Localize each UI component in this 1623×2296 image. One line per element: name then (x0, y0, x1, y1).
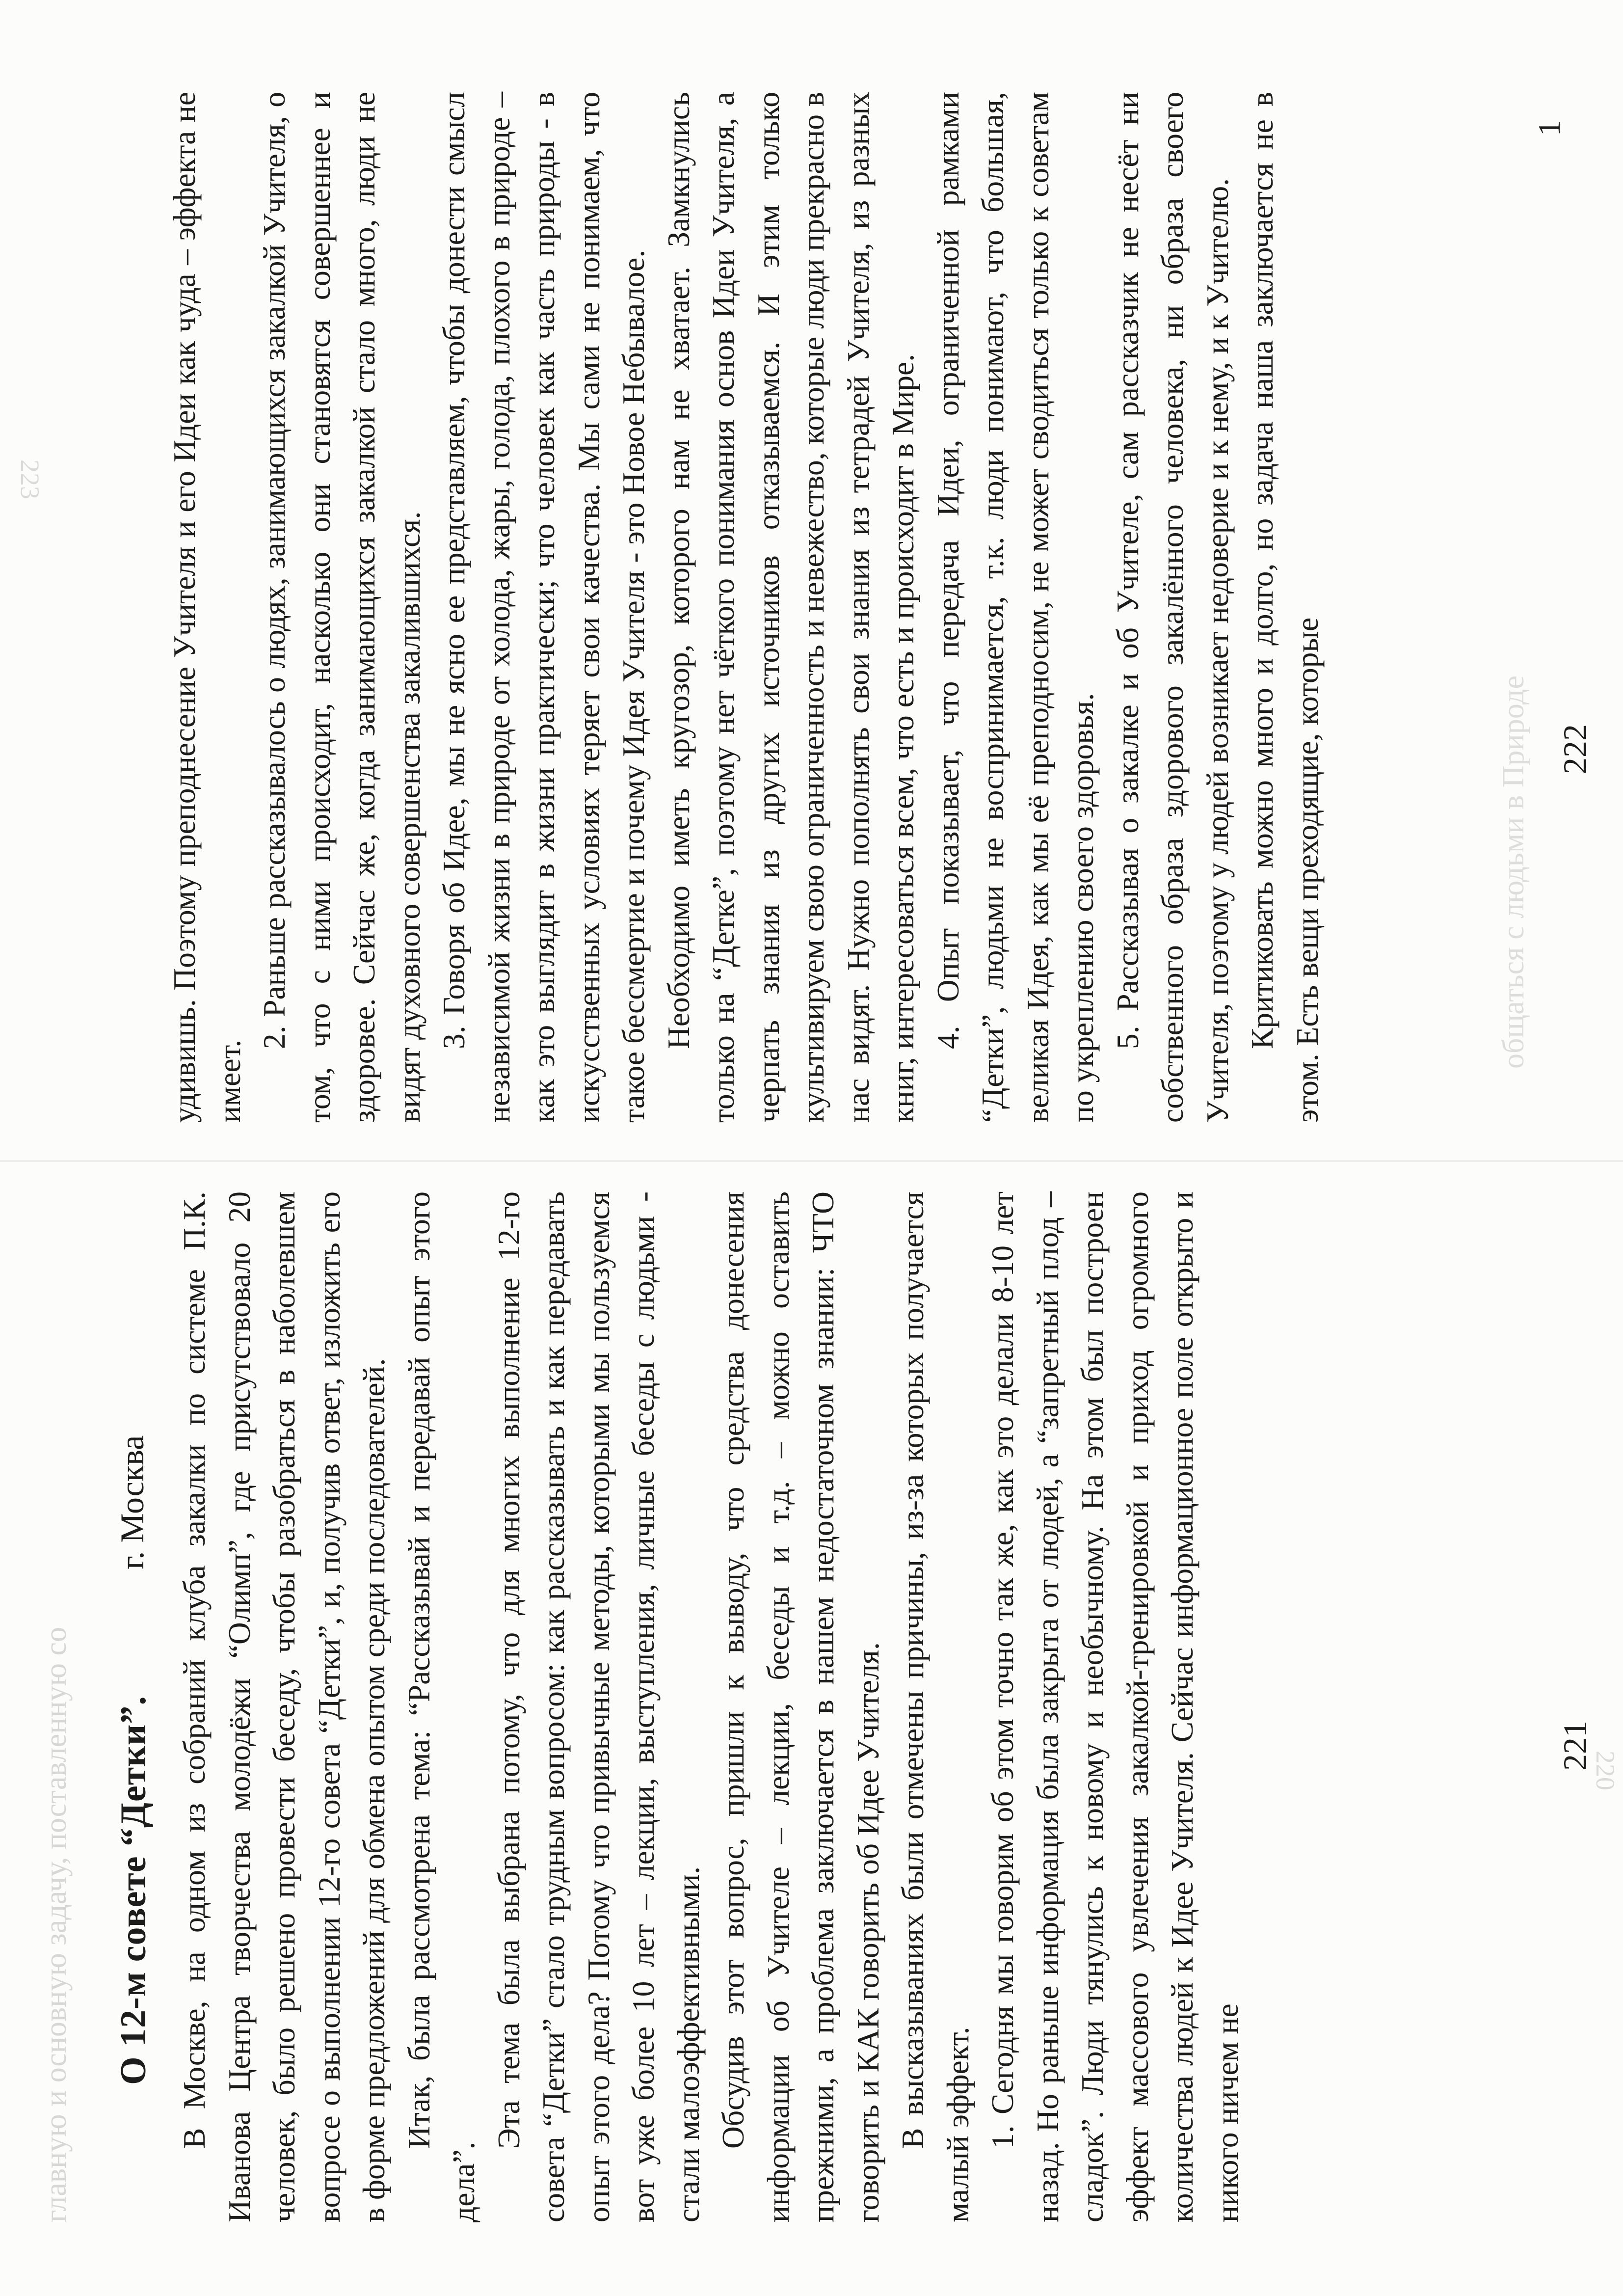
show-through-text: общаться с людьми в Природе (1497, 675, 1530, 1069)
paragraph: 2. Раньше рассказывалось о людях, занимающихся закалкой Учителя, о том, что с ними происходит, насколько они становятся совершеннее и здоровее. Сейчас же, когда занимающихся закалкой стало много, люди не видят духовного совершенства закалившихся. (257, 92, 426, 1123)
corner-mark: 1 (1532, 120, 1567, 136)
show-through-page-number: 223 (15, 459, 45, 499)
paragraph: В Москве, на одном из собраний клуба закалки по системе П.К. Иванова Центра творчества молодёжи “Олимп”, где присутствовало 20 человек, было решено провести беседу, чтобы разобраться в наболевшем вопросе о выполнении 12-го совета “Детки”, и, получив ответ, изложить его в форме предложений для обмена опытом среди последователей. (177, 1191, 391, 2222)
page-number-left: 221 (1556, 1721, 1594, 1771)
right-page-body (162, 92, 1330, 1123)
document-place: г. Москва (113, 1435, 151, 1569)
page-number-right: 222 (1556, 724, 1594, 774)
paragraph: Необходимо иметь кругозор, которого нам не хватает. Замкнулись только на “Детке”, поэтому нет чёткого понимания основ Идеи Учителя, а черпать знания из других источников отказываемся. И этим только культивируем свою ограниченность и невежество, которые люди прекрасно в нас видят. Нужно пополнять свои знания из тетрадей Учителя, из разных книг, интересоваться всем, что есть и происходит в Мире. (661, 92, 920, 1123)
paragraph: Обсудив этот вопрос, пришли к выводу, что средства донесения информации об Учителе – лекции, беседы и т.д. – можно оставить прежними, а проблема заключается в нашем недостаточном знании: ЧТО говорить и КАК говорить об Идее Учителя. (716, 1191, 885, 2222)
paragraph: Итак, была рассмотрена тема: “Рассказывай и передавай опыт этого дела”. (401, 1191, 481, 2222)
document-title: О 12-м совете “Детки”. (113, 1696, 154, 2085)
paragraph: В высказываниях были отмечены причины, из-за которых получается малый эффект. (895, 1191, 975, 2222)
paragraph: 5. Рассказывая о закалке и об Учителе, сам рассказчик не несёт ни собственного образа здорового закалённого человека, ни образа своего Учителя, поэтому у людей возникает недоверие и к нему, и к Учителю. (1110, 92, 1235, 1123)
paragraph: 3. Говоря об Идее, мы не ясно ее представляем, чтобы донести смысл независимой жизни в природе от холода, жары, голода, плохого в природе – как это выглядит в жизни практически; что человек как часть природы - в искусственных условиях теряет свои качества. Мы сами не понимаем, что такое бессмертие и почему Идея Учителя - это Новое Небывалое. (436, 92, 651, 1123)
page-fold (0, 1160, 1623, 1162)
show-through-page-number: 220 (1591, 1751, 1620, 1790)
show-through-text: главную и основную задачу, поставленную со (39, 1627, 73, 2222)
paragraph: 1. Сегодня мы говорим об этом точно так же, как это делали 8-10 лет назад. Но раньше информация была закрыта от людей, а “запретный плод – сладок”. Люди тянулись к новому и необычному. На этом был построен эффект массового увлечения закалкой-тренировкой и приход огромного количества людей к Идее Учителя. Сейчас информационное поле открыто и никого ничем не (985, 1191, 1245, 2222)
paragraph: удивишь. Поэтому преподнесение Учителя и его Идеи как чуда – эффекта не имеет. (167, 92, 247, 1123)
left-page-body (172, 1191, 1250, 2222)
paragraph: Эта тема была выбрана потому, что для многих выполнение 12-го совета “Детки” стало трудным вопросом: как рассказывать и как передавать опыт этого дела? Потому что привычные методы, которыми мы пользуемся вот уже более 10 лет – лекции, выступления, личные беседы с людьми - стали малоэффективными. (491, 1191, 706, 2222)
paragraph: Критиковать можно много и долго, но задача наша заключается не в этом. Есть вещи преходящие, которые (1245, 92, 1325, 1123)
paragraph: 4. Опыт показывает, что передача Идеи, ограниченной рамками “Детки”, людьми не воспринимается, т.к. люди понимают, что большая, великая Идея, как мы её преподносим, не может сводиться только к советам по укреплению своего здоровья. (930, 92, 1100, 1123)
